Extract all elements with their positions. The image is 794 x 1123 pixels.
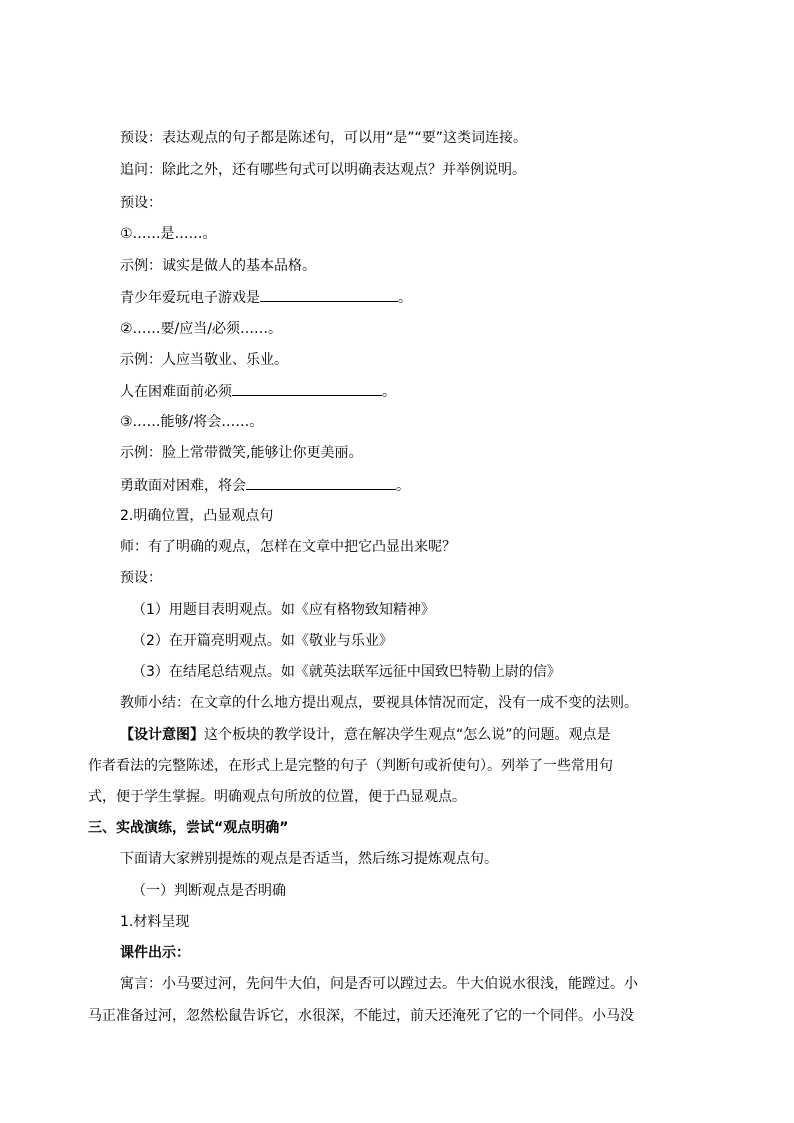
preset-statement: 预设：表达观点的句子都是陈述句，可以用“是”“要”这类词连接。 — [120, 130, 528, 146]
material-heading: 1.材料呈现 — [120, 914, 190, 930]
exercise-1-text: 青少年爱玩电子游戏是 — [120, 290, 260, 306]
pattern-3: ③……能够/将会……。 — [120, 414, 264, 430]
position-item-1: （1）用题目表明观点。如《应有格物致知精神》 — [132, 602, 435, 618]
design-intent-line-1 — [120, 725, 611, 745]
fable-line-1: 寓言：小马要过河，先问牛大伯，问是否可以蹚过去。牛大伯说水很浅，能蹚过。小 — [120, 976, 638, 992]
pattern-2: ②……要/应当/必须……。 — [120, 321, 282, 337]
design-intent-label: 【设计意图】 — [120, 727, 204, 743]
section-3-intro: 下面请大家辨别提炼的观点是否适当，然后练习提炼观点句。 — [120, 851, 498, 867]
exercise-3-text: 勇敢面对困难，将会 — [120, 478, 246, 494]
fable-line-2: 马正准备过河，忽然松鼠告诉它，水很深，不能过，前天还淹死了它的一个同伴。小马没 — [88, 1008, 634, 1024]
exercise-1 — [120, 287, 412, 308]
exercise-2-end: 。 — [382, 384, 396, 400]
answer-blank[interactable] — [246, 475, 396, 490]
answer-blank[interactable] — [260, 287, 398, 302]
exercise-3 — [120, 475, 410, 496]
exercise-2 — [120, 381, 396, 402]
teacher-question: 师：有了明确的观点，怎样在文章中把它凸显出来呢？ — [120, 539, 456, 555]
follow-up-question: 追问：除此之外，还有哪些句式可以明确表达观点？并举例说明。 — [120, 162, 526, 178]
exercise-1-end: 。 — [398, 290, 412, 306]
answer-blank[interactable] — [232, 381, 382, 396]
preset-label-2: 预设： — [120, 570, 162, 586]
courseware-label: 课件出示： — [120, 945, 190, 961]
section-2-heading: 2.明确位置，凸显观点句 — [120, 508, 274, 524]
teacher-summary: 教师小结：在文章的什么地方提出观点，要视具体情况而定，没有一成不变的法则。 — [120, 695, 638, 711]
exercise-2-text: 人在困难面前必须 — [120, 384, 232, 400]
pattern-1: ①……是……。 — [120, 226, 217, 242]
position-item-3: （3）在结尾总结观点。如《就英法联军远征中国致巴特勒上尉的信》 — [132, 664, 561, 680]
design-intent-line-2: 作者看法的完整陈述，在形式上是完整的句子（判断句或祈使句）。列举了一些常用句 — [88, 758, 613, 774]
design-intent-line-3: 式，便于学生掌握。明确观点句所放的位置，便于凸显观点。 — [88, 789, 466, 805]
section-3-heading: 三、实战演练，尝试“观点明确” — [88, 820, 289, 836]
exercise-3-end: 。 — [396, 478, 410, 494]
position-item-2: （2）在开篇亮明观点。如《敬业与乐业》 — [132, 633, 393, 649]
subsection-1-heading: （一）判断观点是否明确 — [132, 883, 286, 899]
example-1: 示例：诚实是做人的基本品格。 — [120, 258, 316, 274]
example-2: 示例：人应当敬业、乐业。 — [120, 352, 288, 368]
example-3: 示例：脸上常带微笑,能够让你更美丽。 — [120, 445, 363, 461]
design-intent-text: 这个板块的教学设计，意在解决学生观点“怎么说”的问题。观点是 — [204, 727, 611, 743]
preset-label: 预设： — [120, 195, 162, 211]
